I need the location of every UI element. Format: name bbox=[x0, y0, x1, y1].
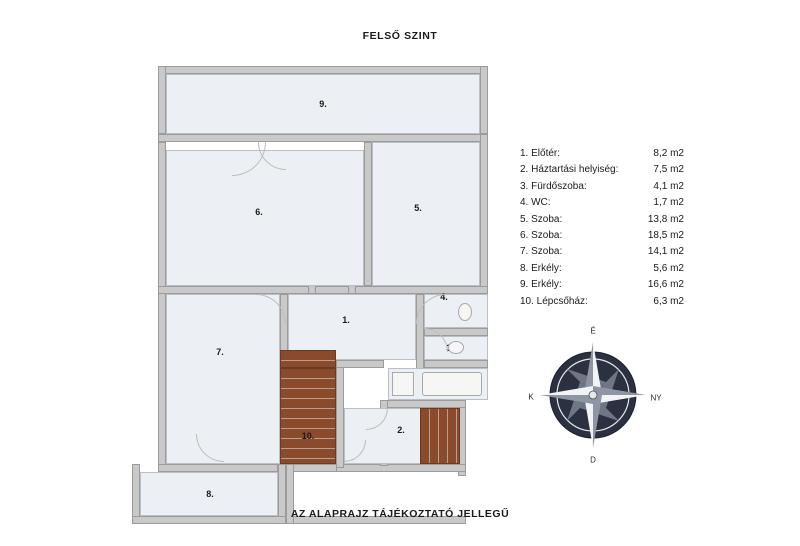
wall-bottom-outer bbox=[158, 464, 278, 472]
legend-label: 5. Szoba: bbox=[520, 213, 563, 225]
legend-label: 2. Háztartási helyiség: bbox=[520, 164, 619, 176]
wall-balcony9-left bbox=[158, 66, 166, 134]
room-5 bbox=[372, 142, 480, 286]
legend bbox=[520, 146, 700, 310]
room-label-1: 1. bbox=[342, 315, 350, 325]
legend-row bbox=[520, 261, 700, 277]
wall-mid-horizontal bbox=[158, 286, 488, 294]
room-label-6: 6. bbox=[255, 207, 263, 217]
compass-label-west: NY bbox=[650, 393, 662, 403]
legend-label: 8. Erkély: bbox=[520, 262, 562, 274]
legend-row bbox=[520, 277, 700, 293]
legend-value: 1,7 m2 bbox=[653, 197, 684, 209]
floorplan-drawing bbox=[140, 60, 510, 499]
room-label-4: 4. bbox=[440, 292, 448, 302]
legend-label: 9. Erkély: bbox=[520, 279, 562, 291]
staircase-secondary bbox=[420, 408, 460, 464]
staircase-10 bbox=[280, 368, 336, 464]
wc-toilet-icon bbox=[458, 303, 472, 321]
legend-value: 7,5 m2 bbox=[653, 164, 684, 176]
legend-label: 6. Szoba: bbox=[520, 229, 563, 241]
compass-icon bbox=[518, 320, 668, 470]
legend-row bbox=[520, 244, 700, 260]
compass-label-south: D bbox=[590, 455, 596, 465]
legend-value: 13,8 m2 bbox=[647, 213, 684, 225]
wall-balcony9-right bbox=[480, 66, 488, 134]
legend-value: 8,2 m2 bbox=[653, 148, 684, 159]
staircase-10-upper bbox=[280, 350, 336, 368]
legend-row bbox=[520, 195, 700, 211]
legend-row bbox=[520, 162, 700, 178]
wall-bath-bottom bbox=[380, 400, 466, 408]
room-label-2: 2. bbox=[397, 425, 405, 435]
legend-row bbox=[520, 146, 700, 162]
legend-value: 6,3 m2 bbox=[653, 295, 684, 307]
wall-below-balcony9 bbox=[158, 134, 488, 142]
wall-between-6-and-5 bbox=[364, 142, 372, 286]
compass-rose bbox=[518, 320, 668, 470]
wall-hall-stair-top bbox=[336, 360, 384, 368]
wall-left-outer bbox=[158, 142, 166, 472]
room-label-10: 10. bbox=[301, 431, 315, 441]
wall-hall-stair bbox=[336, 360, 344, 468]
legend-value: 14,1 m2 bbox=[647, 246, 684, 258]
legend-row bbox=[520, 179, 700, 195]
legend-label: 1. Előtér: bbox=[520, 148, 561, 159]
legend-value: 5,6 m2 bbox=[653, 262, 684, 274]
legend-label: 4. WC: bbox=[520, 197, 551, 209]
wall-bottom-right2 bbox=[336, 464, 466, 472]
disclaimer-note: AZ ALAPRAJZ TÁJÉKOZTATÓ JELLEGŰ bbox=[290, 508, 510, 520]
legend-label: 10. Lépcsőház: bbox=[520, 295, 588, 307]
room-label-9: 9. bbox=[319, 99, 327, 109]
legend-value: 4,1 m2 bbox=[653, 180, 684, 192]
compass-label-east: K bbox=[528, 392, 534, 402]
bath-sink-icon bbox=[448, 341, 464, 354]
legend-row bbox=[520, 212, 700, 228]
page-title: FELSŐ SZINT bbox=[362, 30, 438, 42]
legend-row bbox=[520, 294, 700, 310]
washing-machine-icon bbox=[392, 372, 414, 396]
legend-value: 18,5 m2 bbox=[647, 229, 684, 241]
legend-label: 7. Szoba: bbox=[520, 246, 563, 258]
bathtub-icon bbox=[422, 372, 482, 396]
room-label-5: 5. bbox=[414, 203, 422, 213]
compass-label-north: É bbox=[590, 326, 596, 336]
legend-value: 16,6 m2 bbox=[647, 279, 684, 291]
wall-bath-top bbox=[424, 360, 488, 368]
room-6 bbox=[166, 150, 364, 286]
legend-row bbox=[520, 228, 700, 244]
wall-top-outer bbox=[158, 66, 488, 74]
legend-label: 3. Fürdőszoba: bbox=[520, 180, 587, 192]
room-label-7: 7. bbox=[216, 347, 224, 357]
room-label-8: 8. bbox=[206, 489, 214, 499]
